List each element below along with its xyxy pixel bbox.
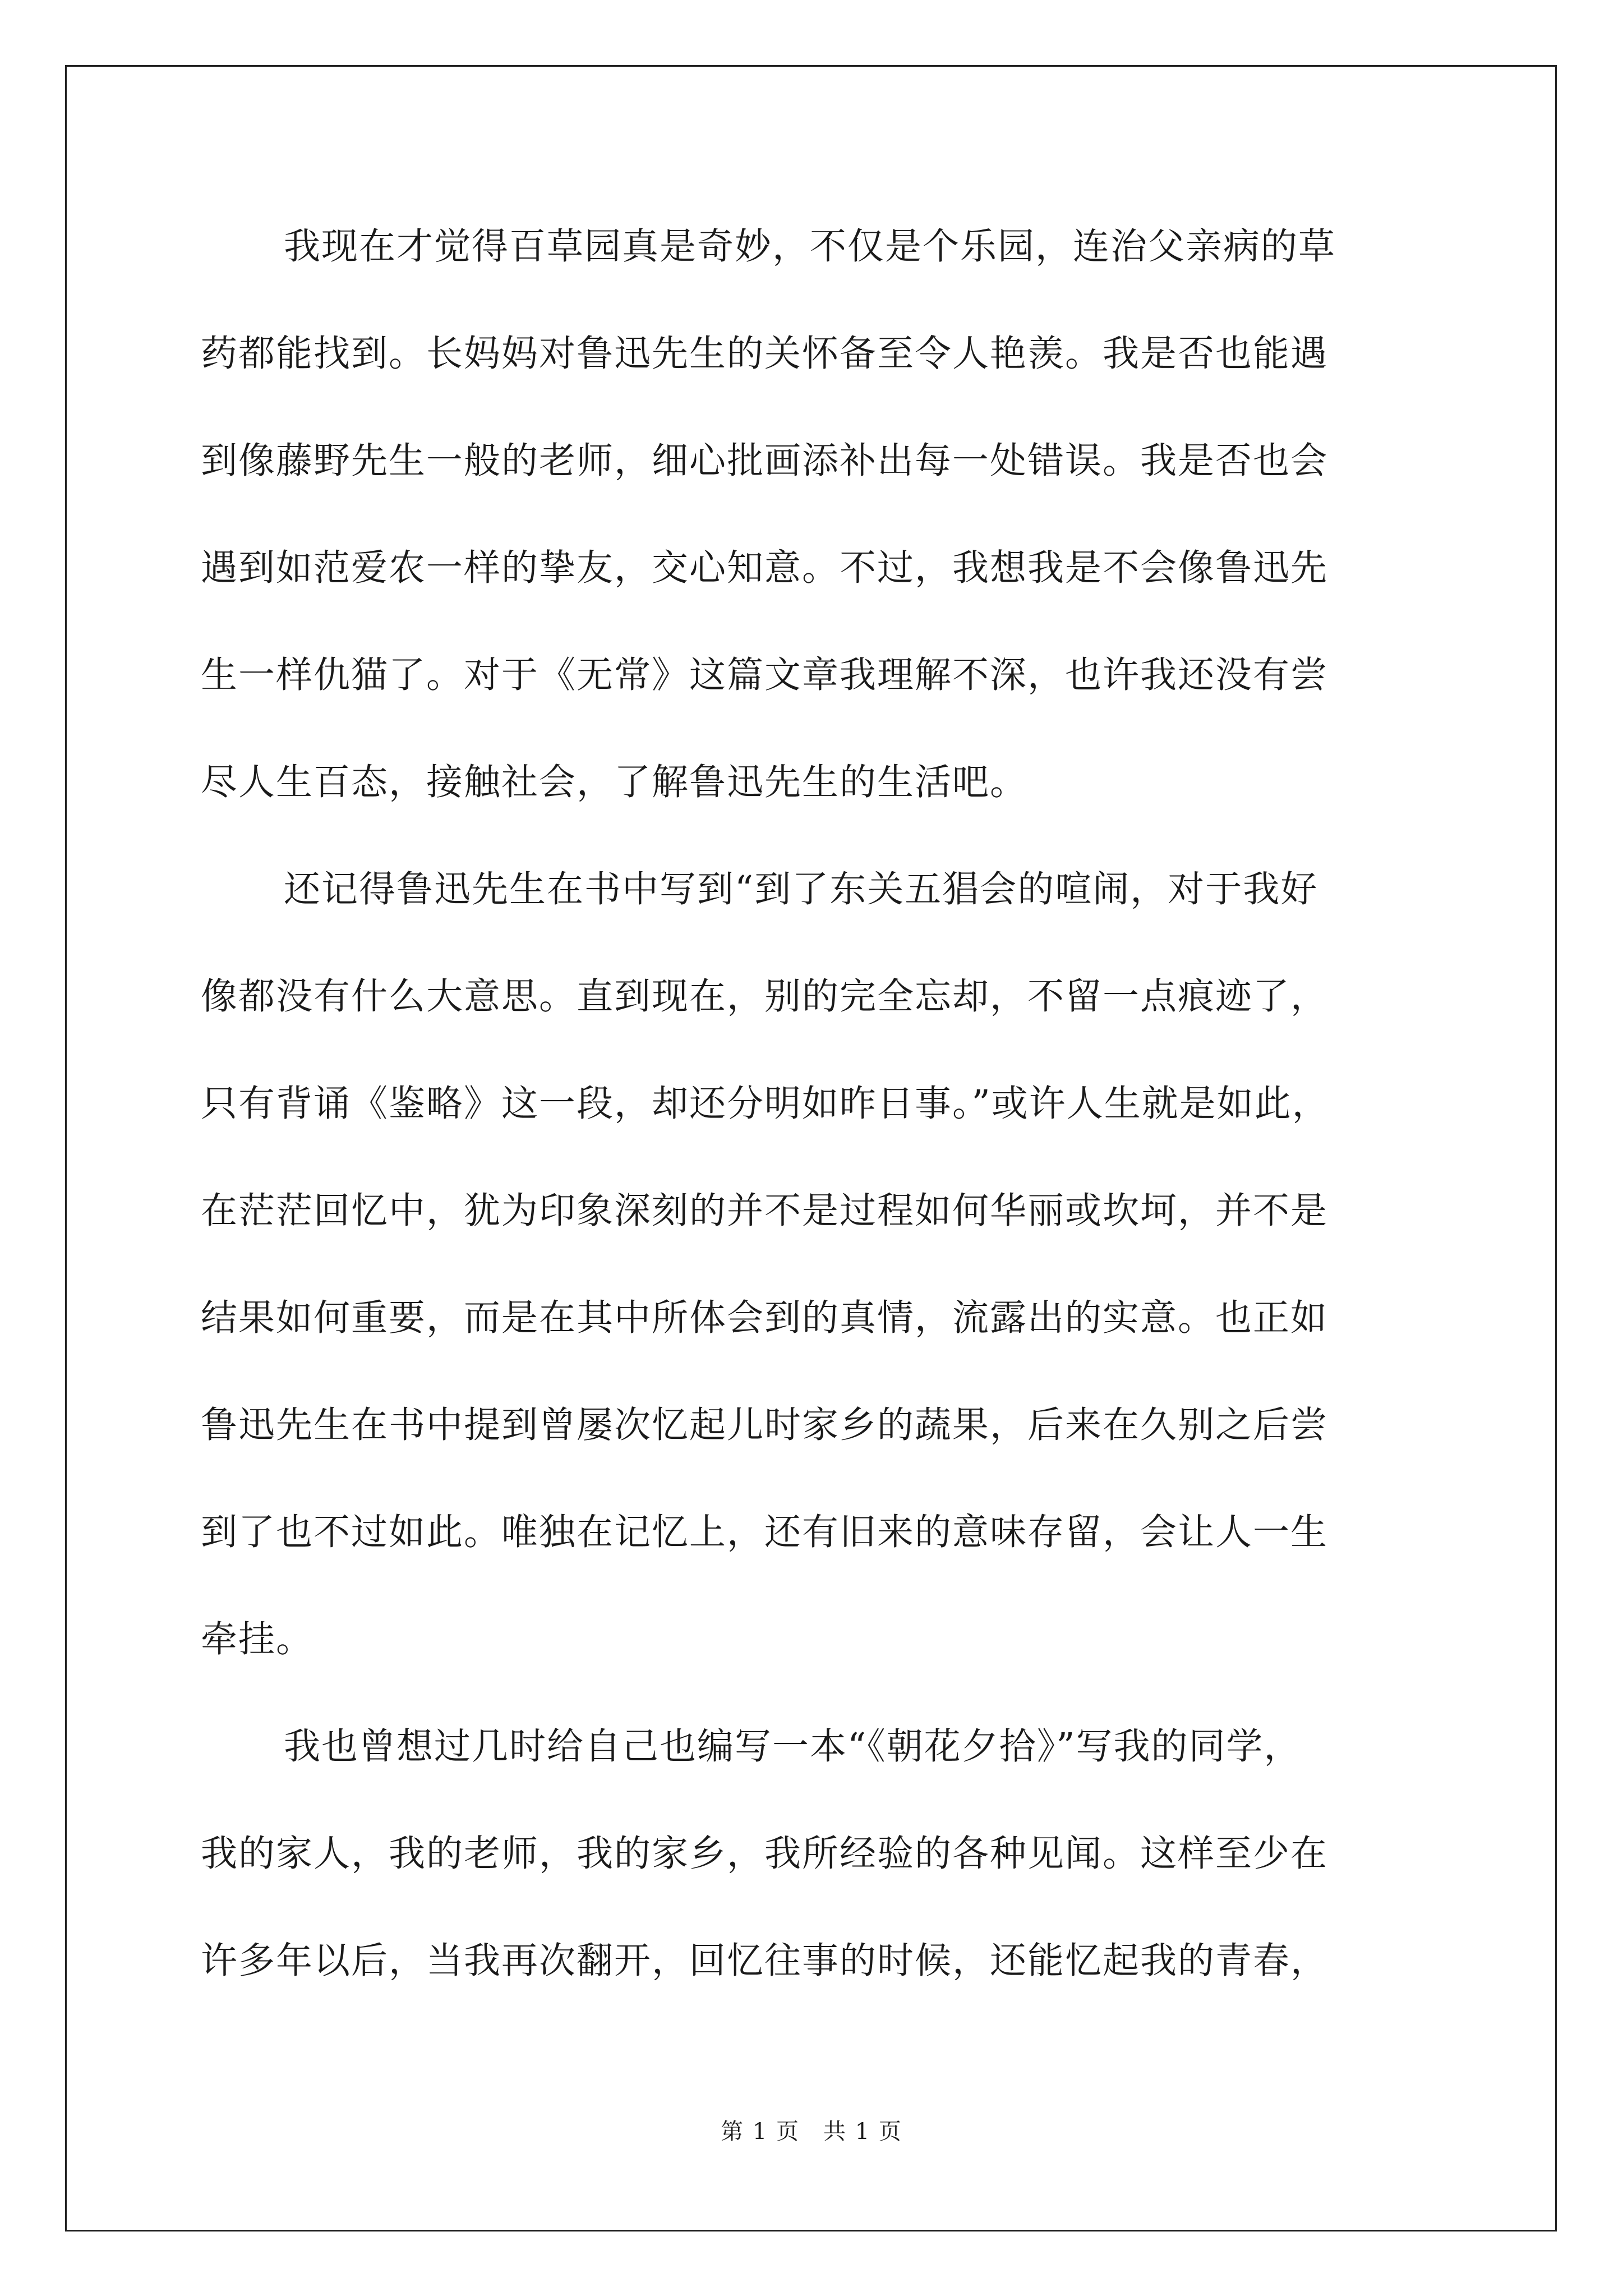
document-body xyxy=(201,219,1435,2040)
text-line: 遇到如范爱农一样的挚友，交心知意。不过，我想我是不会像鲁迅先 xyxy=(201,547,1329,589)
text-line: 还记得鲁迅先生在书中写到“到了东关五猖会的喧闹，对于我好 xyxy=(284,868,1318,910)
text-line: 在茫茫回忆中，犹为印象深刻的并不是过程如何华丽或坎坷，并不是 xyxy=(201,1190,1329,1232)
text-line: 到像藤野先生一般的老师，细心批画添补出每一处错误。我是否也会 xyxy=(201,440,1329,482)
page-footer xyxy=(0,2115,1623,2148)
page-number: 第 1 页 共 1 页 xyxy=(721,2119,902,2145)
text-line: 只有背诵《鉴略》这一段，却还分明如昨日事。”或许人生就是如此， xyxy=(201,1083,1330,1125)
text-line: 尽人生百态，接触社会，了解鲁迅先生的生活吧。 xyxy=(201,761,1028,803)
text-line: 我现在才觉得百草园真是奇妙，不仅是个乐园，连治父亲病的草 xyxy=(284,226,1336,268)
text-line: 许多年以后，当我再次翻开，回忆往事的时候，还能忆起我的青春， xyxy=(201,1940,1329,1982)
text-line: 鲁迅先生在书中提到曾屡次忆起儿时家乡的蔬果，后来在久别之后尝 xyxy=(201,1404,1329,1446)
text-line: 结果如何重要，而是在其中所体会到的真情，流露出的实意。也正如 xyxy=(201,1297,1329,1339)
text-line: 我也曾想过几时给自己也编写一本“《朝花夕拾》”写我的同学， xyxy=(284,1726,1302,1768)
text-line: 生一样仇猫了。对于《无常》这篇文章我理解不深，也许我还没有尝 xyxy=(201,654,1329,696)
text-line: 到了也不过如此。唯独在记忆上，还有旧来的意味存留，会让人一生 xyxy=(201,1511,1329,1553)
text-line: 药都能找到。长妈妈对鲁迅先生的关怀备至令人艳羡。我是否也能遇 xyxy=(201,333,1329,375)
text-line: 像都没有什么大意思。直到现在，别的完全忘却，不留一点痕迹了， xyxy=(201,976,1329,1018)
text-line: 我的家人，我的老师，我的家乡，我所经验的各种见闻。这样至少在 xyxy=(201,1833,1329,1875)
text-line: 牵挂。 xyxy=(201,1618,314,1660)
